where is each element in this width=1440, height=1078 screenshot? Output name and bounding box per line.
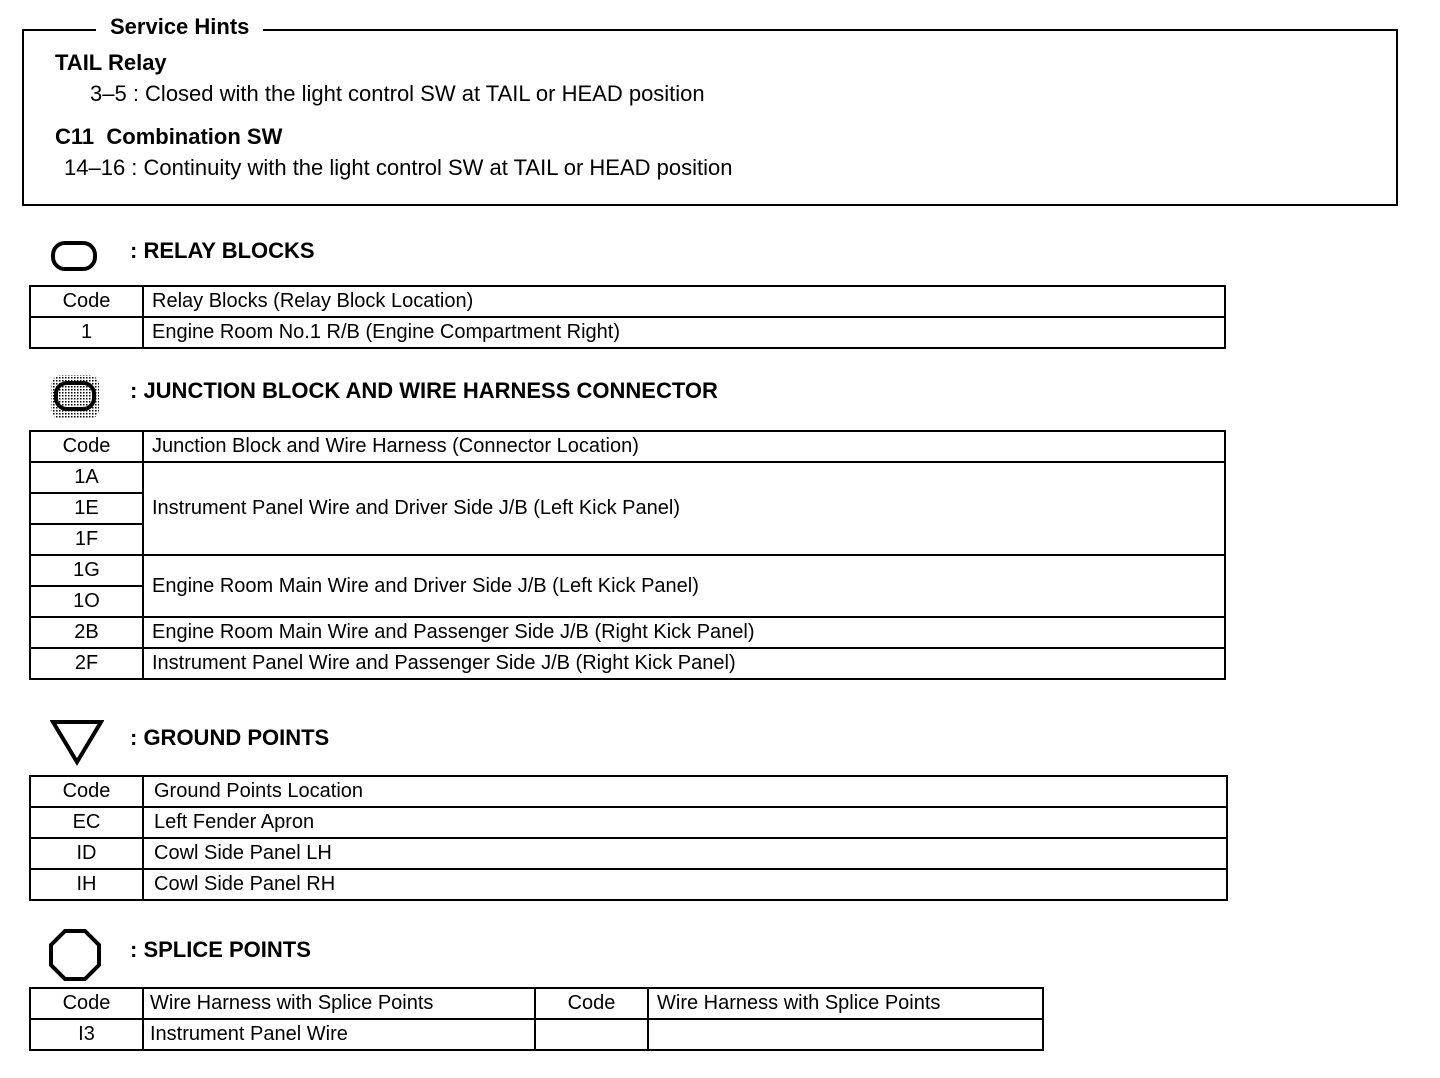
column-header-relay-blocks: Relay Blocks (Relay Block Location) (143, 286, 1225, 317)
row-code: 1E (30, 493, 143, 524)
row-code: 2B (30, 617, 143, 648)
table-row (30, 462, 1225, 493)
relay-blocks-table (29, 285, 1226, 349)
row-description: Left Fender Apron (143, 807, 1227, 838)
row-code: 2F (30, 648, 143, 679)
octagon-icon (48, 928, 102, 982)
relay-blocks-heading: : RELAY BLOCKS (130, 238, 315, 263)
row-code-2 (535, 1019, 648, 1050)
table-row (30, 869, 1227, 900)
row-description: Engine Room No.1 R/B (Engine Compartment Right) (143, 317, 1225, 348)
row-code: 1F (30, 524, 143, 555)
row-code: ID (30, 838, 143, 869)
rounded-rectangle-icon (50, 238, 98, 274)
table-header-row (30, 286, 1225, 317)
column-header-code: Code (30, 988, 143, 1019)
row-code: 1A (30, 462, 143, 493)
column-header-ground-points: Ground Points Location (143, 776, 1227, 807)
table-header-row (30, 988, 1043, 1019)
column-header-code: Code (30, 776, 143, 807)
row-code: IH (30, 869, 143, 900)
hint-text-tail-relay: 3–5 : Closed with the light control SW at TAIL or HEAD position (90, 81, 705, 106)
row-code: 1G (30, 555, 143, 586)
hint-text-combination-sw: 14–16 : Continuity with the light control SW at TAIL or HEAD position (64, 155, 733, 180)
row-description: Engine Room Main Wire and Passenger Side J/B (Right Kick Panel) (143, 617, 1225, 648)
table-row (30, 617, 1225, 648)
row-description: Instrument Panel Wire and Driver Side J/B (Left Kick Panel) (143, 462, 1225, 555)
junction-block-table (29, 430, 1226, 680)
table-row (30, 555, 1225, 586)
row-code: EC (30, 807, 143, 838)
table-header-row (30, 776, 1227, 807)
row-description: Cowl Side Panel RH (143, 869, 1227, 900)
splice-points-heading: : SPLICE POINTS (130, 937, 311, 962)
splice-points-table (29, 987, 1044, 1051)
row-description: Instrument Panel Wire (143, 1019, 535, 1050)
row-code: I3 (30, 1019, 143, 1050)
row-description: Instrument Panel Wire and Passenger Side J/B (Right Kick Panel) (143, 648, 1225, 679)
column-header-wire-harness-2: Wire Harness with Splice Points (648, 988, 1043, 1019)
table-row (30, 838, 1227, 869)
ground-points-heading: : GROUND POINTS (130, 725, 330, 750)
column-header-code-2: Code (535, 988, 648, 1019)
ground-points-table (29, 775, 1228, 901)
junction-block-heading: : JUNCTION BLOCK AND WIRE HARNESS CONNECTOR (130, 378, 718, 403)
table-row (30, 807, 1227, 838)
row-description-2 (648, 1019, 1043, 1050)
column-header-wire-harness: Wire Harness with Splice Points (143, 988, 535, 1019)
row-code: 1O (30, 586, 143, 617)
row-code: 1 (30, 317, 143, 348)
inverted-triangle-icon (50, 718, 104, 766)
shaded-rounded-rectangle-icon (50, 374, 100, 420)
column-header-code: Code (30, 431, 143, 462)
table-row (30, 648, 1225, 679)
hint-heading-tail-relay: TAIL Relay (55, 50, 167, 75)
service-hints-title: Service Hints (96, 14, 263, 40)
table-row (30, 1019, 1043, 1050)
hint-heading-combination-sw: C11 Combination SW (55, 124, 283, 149)
row-description: Engine Room Main Wire and Driver Side J/B (Left Kick Panel) (143, 555, 1225, 617)
table-header-row (30, 431, 1225, 462)
column-header-junction-block: Junction Block and Wire Harness (Connector Location) (143, 431, 1225, 462)
row-description: Cowl Side Panel LH (143, 838, 1227, 869)
table-row (30, 317, 1225, 348)
column-header-code: Code (30, 286, 143, 317)
